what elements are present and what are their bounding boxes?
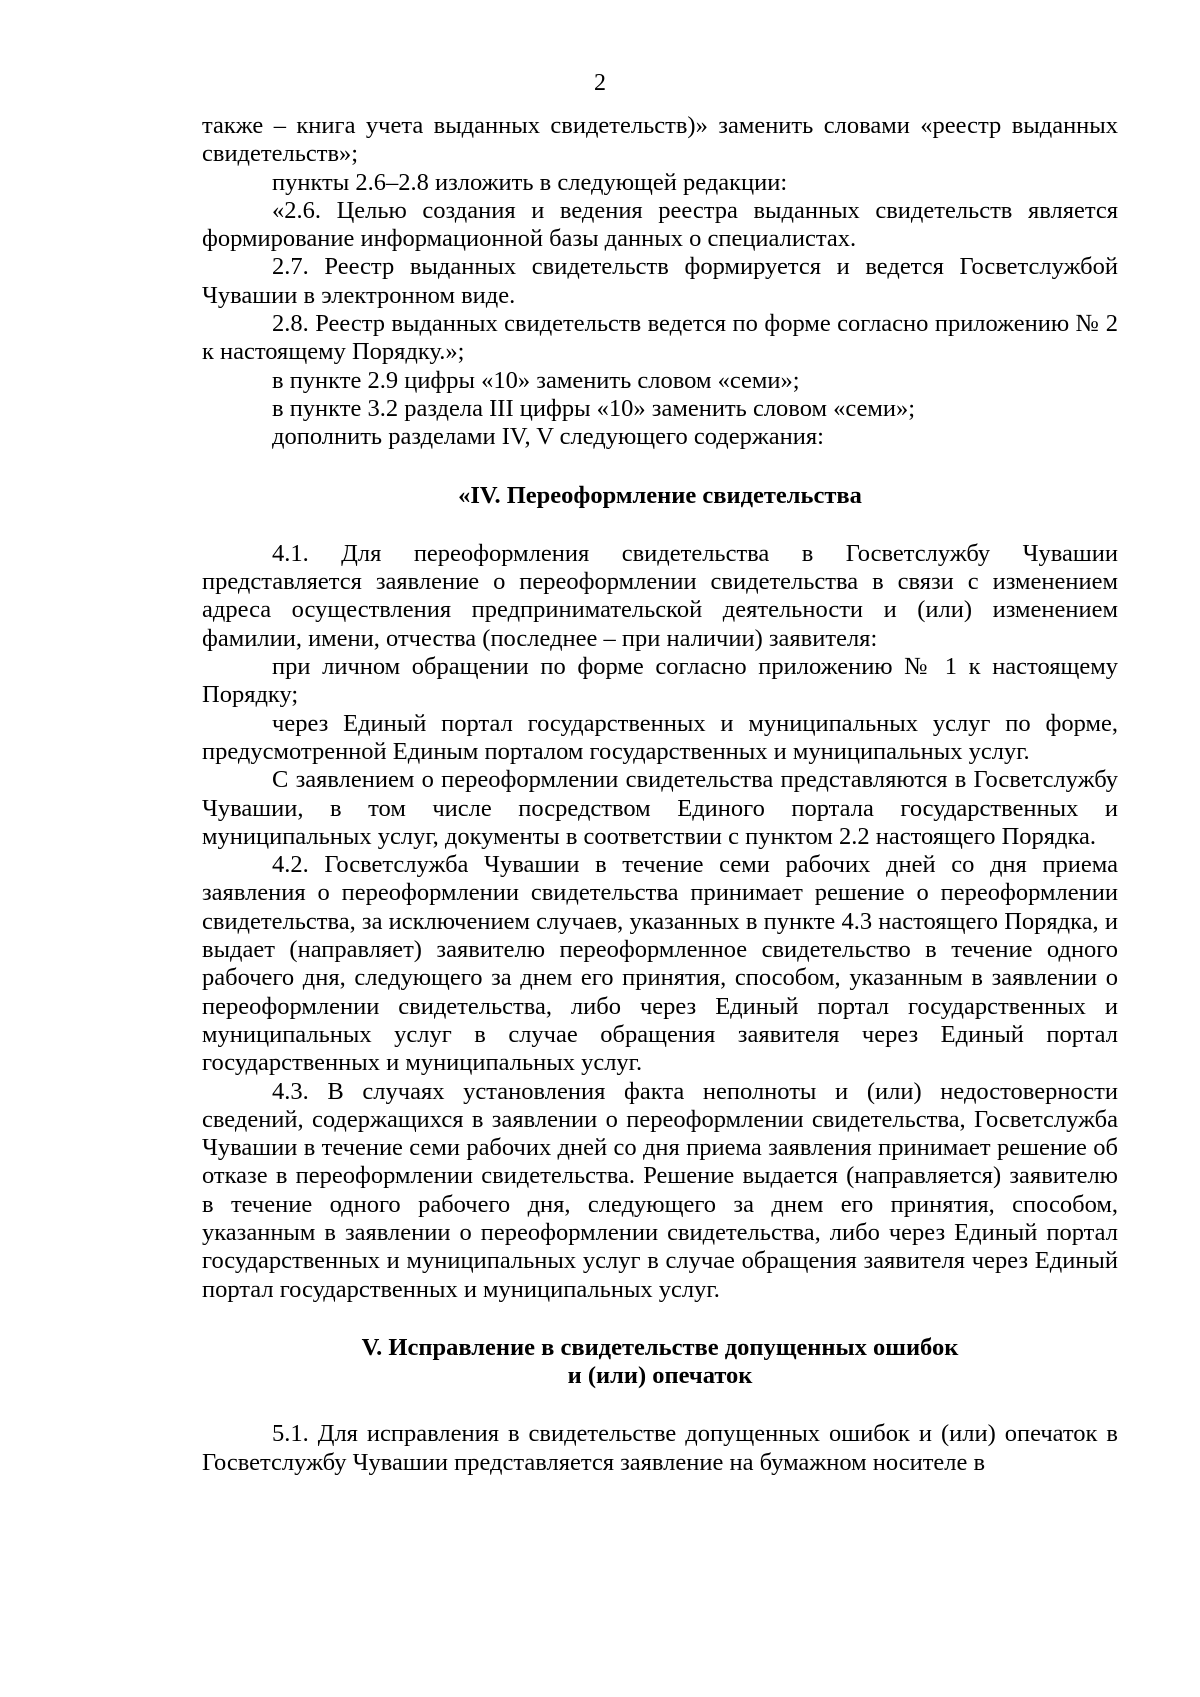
- paragraph: 4.3. В случаях установления факта неполноты и (или) недостоверности сведений, содержащихся в заявлении о переоформлении свидетельства, Госветслужба Чувашии в течение семи рабочих дней со дня приема заявления принимает решение об отказе в переоформлении свидетельства. Решение выдается (направляется) заявителю в течение одного рабочего дня, следующего за днем его принятия, способом, указанным в заявлении о переоформлении свидетельства, либо через Единый портал государственных и муниципальных услуг в случае обращения заявителя через Единый портал государственных и муниципальных услуг.: [202, 1077, 1118, 1303]
- paragraph: 4.2. Госветслужба Чувашии в течение семи рабочих дней со дня приема заявления о переоформлении свидетельства принимает решение о переоформлении свидетельства, за исключением случаев, указанных в пункте 4.3 настоящего Порядка, и выдает (направляет) заявителю переоформленное свидетельство в течение одного рабочего дня, следующего за днем его принятия, способом, указанным в заявлении о переоформлении свидетельства, либо через Единый портал государственных и муниципальных услуг в случае обращения заявителя через Единый портал государственных и муниципальных услуг.: [202, 851, 1118, 1077]
- paragraph: также – книга учета выданных свидетельств)» заменить словами «реестр выданных свидетельств»;: [202, 112, 1118, 168]
- paragraph: дополнить разделами IV, V следующего содержания:: [272, 423, 824, 451]
- section-5-heading-line: V. Исправление в свидетельстве допущенных ошибок: [361, 1333, 959, 1361]
- paragraph: «2.6. Целью создания и ведения реестра выданных свидетельств является формирование информационной базы данных о специалистах.: [202, 196, 1118, 253]
- paragraph: С заявлением о переоформлении свидетельства представляются в Госветслужбу Чувашии, в том числе посредством Единого портала государственных и муниципальных услуг, документы в соответствии с пунктом 2.2 настоящего Порядка.: [202, 766, 1118, 850]
- paragraph: 5.1. Для исправления в свидетельстве допущенных ошибок и (или) опечаток в Госветслужбу Чувашии представляется заявление на бумажном носителе в: [202, 1420, 1118, 1476]
- paragraph: в пункте 2.9 цифры «10» заменить словом «семи»;: [272, 366, 800, 394]
- paragraph: в пункте 3.2 раздела III цифры «10» заменить словом «семи»;: [272, 394, 916, 422]
- paragraph: 4.1. Для переоформления свидетельства в Госветслужбу Чувашии представляется заявление о переоформлении свидетельства в связи с изменением адреса осуществления предпринимательской деятельности и (или) изменением фамилии, имени, отчества (последнее – при наличии) заявителя:: [202, 539, 1118, 652]
- paragraph: 2.7. Реестр выданных свидетельств формируется и ведется Госветслужбой Чувашии в электронном виде.: [202, 253, 1118, 309]
- section-5-heading-line: и (или) опечаток: [567, 1362, 753, 1390]
- section-4-heading: «IV. Переоформление свидетельства: [458, 481, 862, 509]
- section-5-heading: [202, 1334, 1118, 1391]
- page-number: 2: [594, 70, 606, 96]
- paragraph: пункты 2.6–2.8 изложить в следующей редакции:: [272, 168, 788, 196]
- document-body: [202, 112, 1118, 1477]
- paragraph: 2.8. Реестр выданных свидетельств ведется по форме согласно приложению № 2 к настоящему Порядку.»;: [202, 310, 1118, 366]
- paragraph: через Единый портал государственных и муниципальных услуг по форме, предусмотренной Единым порталом государственных и муниципальных услуг.: [202, 709, 1118, 765]
- paragraph: при личном обращении по форме согласно приложению № 1 к настоящему Порядку;: [202, 653, 1118, 709]
